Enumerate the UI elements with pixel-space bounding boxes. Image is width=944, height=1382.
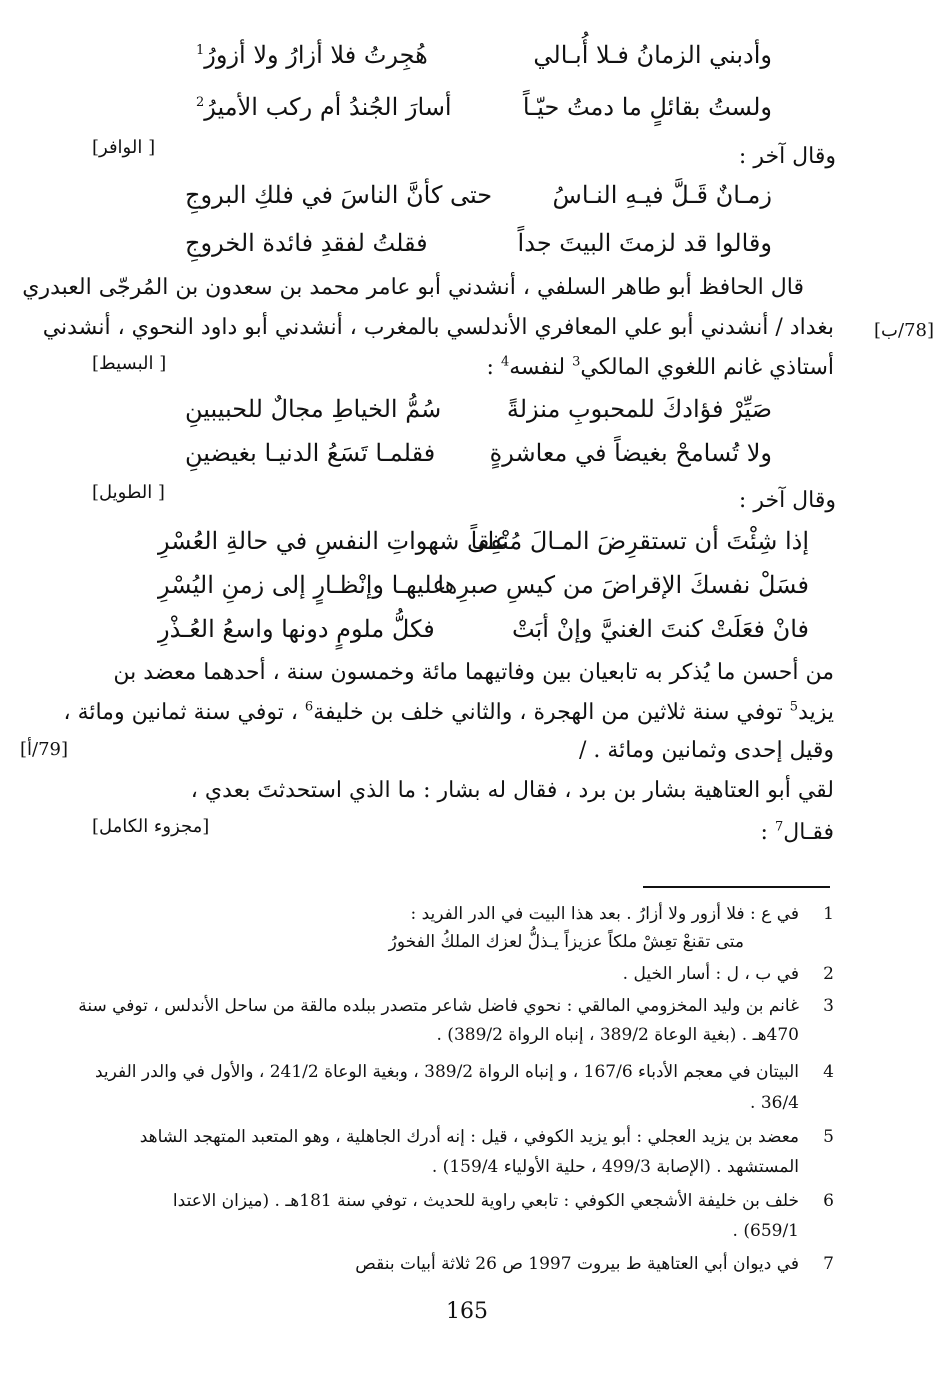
prose-line-4: من أحسن ما يُذكر به تابعيان بين وفاتيهما مائة وخمسون سنة ، أحدهما معضد بن bbox=[113, 660, 834, 685]
footnote-text: في ديوان أبي العتاهية ط بيروت 1997 ص 26 ثلاثة أبيات بنقص bbox=[355, 1254, 799, 1274]
verse-8-second-hemistich: عليهـا وإنْظـارٍ إلى زمنِ اليُسْرِ bbox=[158, 571, 447, 599]
verse-8-first-hemistich: فسَلْ نفسكَ الإقراضَ من كيسِ صبرِها bbox=[437, 571, 809, 599]
prose-line-2: بغداد / أنشدني أبو علي المعافري الأندلسي بالمغرب ، أنشدني أبو داود النحوي ، أنشدني bbox=[42, 315, 834, 340]
verse-2-first-hemistich: ولستُ بقائلٍ ما دمتُ حيّـاً bbox=[522, 93, 772, 121]
footnote-verse: متى تقنعْ تعِشْ ملكاً عزيزاً يـذلُّ لعزك الملكُ الفخورُ bbox=[388, 932, 744, 952]
prose-line-3: أستاذي غانم اللغوي المالكي$^3$ لنفسه$^4$ : bbox=[486, 354, 834, 380]
meter-label-tawil: [ الطويل] bbox=[92, 482, 165, 503]
verse-9-second-hemistich: فكلُّ ملومٍ دونها واسعُ العُـذْرِ bbox=[158, 615, 435, 643]
verse-7-second-hemistich: على شهواتِ النفسِ في حالةِ العُسْرِ bbox=[158, 527, 510, 555]
verse-4-second-hemistich: فقلتُ لفقدِ فائدة الخروجِ bbox=[185, 229, 428, 257]
meter-label-basit: [ البسيط] bbox=[92, 353, 167, 374]
verse-6-second-hemistich: فقلمـا تَسَعُ الدنيـا بغيضينِ bbox=[185, 439, 436, 467]
prose-line-1: قال الحافظ أبو طاهر السلفي ، أنشدني أبو عامر محمد بن سعدون بن المُرجّى العبدري bbox=[22, 275, 804, 300]
footnote-number: 2 bbox=[823, 964, 834, 984]
verse-1-second-hemistich: هُجِرتُ فلا أزارُ ولا أزورُ$^1$ bbox=[196, 41, 428, 69]
footnote-number: 3 bbox=[823, 996, 834, 1016]
verse-9-first-hemistich: فانْ فعَلَتْ كنتَ الغنيَّ وإنْ أبَتْ bbox=[512, 615, 809, 643]
footnote-ref-2: 2 bbox=[196, 95, 205, 110]
verse-6-first-hemistich: ولا تُسامحْ بغيضاً في معاشرةٍ bbox=[489, 439, 772, 467]
meter-label-wafir: [ الوافر] bbox=[92, 137, 156, 158]
footnote-text: معضد بن يزيد العجلي : أبو يزيد الكوفي ، قيل : إنه أدرك الجاهلية ، وهو المتعبد المتهجد الشاهد bbox=[139, 1127, 799, 1147]
footnote-ref-6: 6 bbox=[304, 699, 314, 715]
verse-3-second-hemistich: حتى كأنَّ الناسَ في فلكِ البروجِ bbox=[185, 181, 493, 209]
verse-2-second-hemistich: أسارَ الجُندُ أم ركب الأميرُ$^2$ bbox=[196, 93, 452, 121]
footnote-number: 5 bbox=[823, 1127, 834, 1147]
prose-line-8: فقـال$^7$ : bbox=[760, 819, 834, 845]
verse-4-first-hemistich: وقالوا قد لزمتَ البيتَ جداً bbox=[517, 229, 772, 257]
footnote-ref-1: 1 bbox=[196, 43, 205, 58]
footnote-separator bbox=[643, 886, 830, 888]
footnote-ref-3: 3 bbox=[572, 354, 581, 370]
footnote-ref-7: 7 bbox=[774, 819, 784, 835]
footnote-number: 4 bbox=[823, 1062, 834, 1082]
wa-qala-akhar-1: وقال آخر : bbox=[738, 144, 836, 169]
footnote-ref-5: 5 bbox=[789, 699, 799, 715]
footnote-text-continued: 470هـ . (بغية الوعاة 389/2 ، إنباه الرواة 389/2) . bbox=[436, 1025, 799, 1045]
footnote-text: خلف بن خليفة الأشجعي الكوفي : تابعي راوية للحديث ، توفي سنة 181هـ . (ميزان الاعتدا bbox=[172, 1191, 799, 1211]
verse-5-first-hemistich: صَيِّرْ فؤادكَ للمحبوبِ منزلةً bbox=[506, 395, 772, 423]
footnote-text: في ب ، ل : أسار الخيل . bbox=[622, 964, 799, 984]
footnote-text: في ع : فلا أزور ولا أزارُ . بعد هذا البيت في الدر الفريد : bbox=[410, 904, 799, 924]
prose-line-5: يزيد$^5$ توفي سنة ثلاثين من الهجرة ، والثاني خلف بن خليفة$^6$ ، توفي سنة ثمانين ومائة ، bbox=[63, 699, 834, 725]
verse-5-second-hemistich: سُمُّ الخياطِ مجالٌ للحبيبينِ bbox=[185, 395, 442, 423]
footnote-text-continued: 36/4 . bbox=[750, 1093, 799, 1113]
verse-7-first-hemistich: إذا شِئْتَ أن تستقرِضَ المـالَ مُنْفِقاً bbox=[470, 527, 809, 555]
footnote-number: 7 bbox=[823, 1254, 834, 1274]
verse-1-first-hemistich: وأدبني الزمانُ فـلا أُبـالي bbox=[533, 41, 772, 69]
meter-label-kamil: [مجزوء الكامل] bbox=[92, 816, 210, 837]
footnote-number: 6 bbox=[823, 1191, 834, 1211]
footnote-text: البيتان في معجم الأدباء 167/6 ، و إنباه الرواة 389/2 ، وبغية الوعاة 241/2 ، والأول في والدر الفريد bbox=[94, 1062, 799, 1082]
margin-folio-79a: [79/أ] bbox=[20, 739, 69, 760]
wa-qala-akhar-2: وقال آخر : bbox=[738, 488, 836, 513]
prose-line-6: وقيل إحدى وثمانين ومائة . / bbox=[579, 738, 834, 763]
footnote-ref-4: 4 bbox=[500, 354, 510, 370]
margin-folio-78b: [78/ب] bbox=[874, 320, 934, 341]
footnote-text-continued: المستشهد . (الإصابة 499/3 ، حلية الأولياء 159/4) . bbox=[431, 1157, 799, 1177]
footnote-text: غانم بن وليد المخزومي المالقي : نحوي فاضل شاعر متصدر ببلده مالقة من ساحل الأندلس ، توفي سنة bbox=[78, 996, 799, 1016]
footnote-number: 1 bbox=[823, 904, 834, 924]
page-number: 165 bbox=[446, 1299, 488, 1324]
verse-3-first-hemistich: زمـانٌ قَـلَّ فيـهِ النـاسُ bbox=[552, 181, 772, 209]
footnote-text-continued: 659/1) . bbox=[732, 1221, 799, 1241]
prose-line-7: لقي أبو العتاهية بشار بن برد ، فقال له بشار : ما الذي استحدثتَ بعدي ، bbox=[190, 778, 834, 803]
